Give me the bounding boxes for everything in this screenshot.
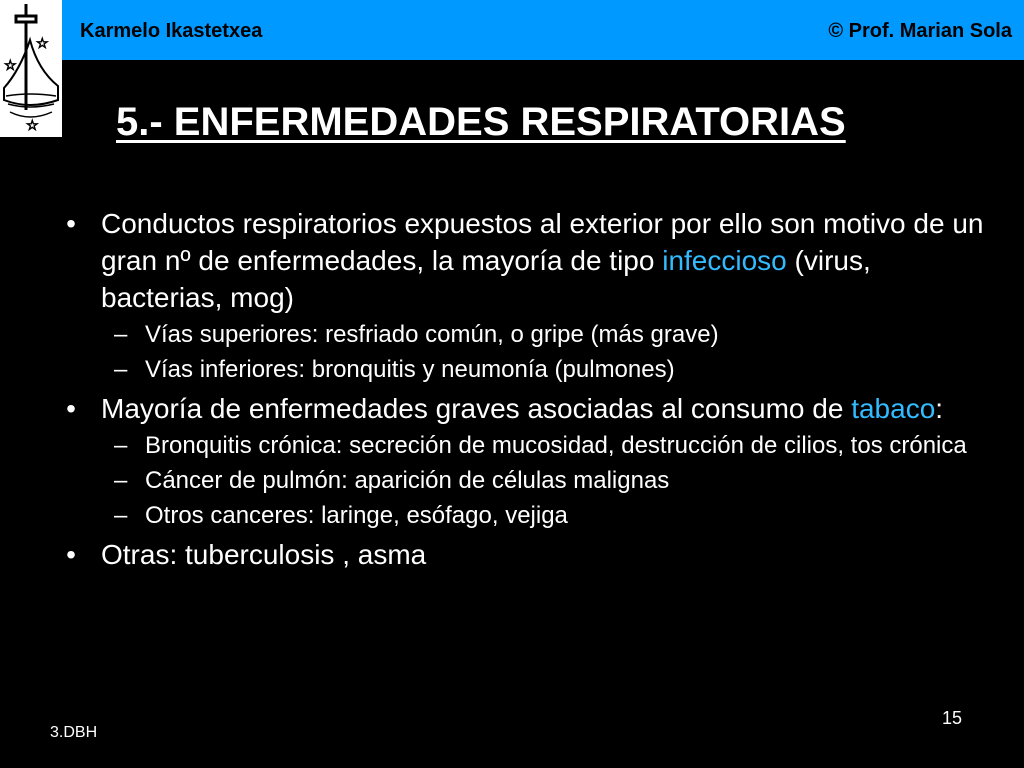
bullet-marker: • [66,539,76,570]
sub-bullet-text: Vías inferiores: bronquitis y neumonía (pulmones) [145,356,675,383]
sub-bullet-item [56,466,996,495]
sub-bullet-item [56,320,996,349]
sub-bullet-marker: – [114,502,128,529]
sub-bullet-marker: – [114,356,128,383]
svg-text:☆: ☆ [36,36,49,52]
author-credit: © Prof. Marian Sola [828,20,1012,42]
bullet-item [56,536,996,573]
svg-text:☆: ☆ [4,58,17,74]
bullet-marker: • [66,393,76,424]
bullet-text-tail: (virus, bacterias, mog) [101,245,871,313]
bullet-text-tail: : [935,393,944,424]
sub-bullet-item [56,431,996,460]
sub-bullet-text: Vías superiores: resfriado común, o gripe (más grave) [145,321,719,348]
header-bar [62,0,1024,60]
bullet-list [56,205,996,575]
bullet-item [56,390,996,427]
school-name: Karmelo Ikastetxea [80,20,263,42]
bullet-text: Mayoría de enfermedades graves asociadas al consumo de [101,393,852,424]
cross-stars-emblem-icon [0,0,62,137]
highlighted-term: infeccioso [662,245,787,276]
highlighted-term: tabaco [851,393,936,424]
sub-bullet-text: Bronquitis crónica: secreción de mucosidad, destrucción de cilios, tos crónica [145,432,967,459]
svg-text:☆: ☆ [26,118,39,134]
bullet-marker: • [66,208,76,239]
sub-bullet-marker: – [114,432,128,459]
bullet-text: Conductos respiratorios expuestos al exterior por ello son motivo de un gran nº de enfermedades, la mayoría de tipo [101,208,984,276]
school-logo [0,0,62,137]
bullet-text: Otras: tuberculosis , asma [101,539,427,570]
sub-bullet-item [56,355,996,384]
slide-title: 5.- ENFERMEDADES RESPIRATORIAS [116,100,846,144]
sub-bullet-text: Cáncer de pulmón: aparición de células malignas [145,467,670,494]
sub-bullet-marker: – [114,321,128,348]
sub-bullet-marker: – [114,467,128,494]
page-number: 15 [942,708,963,728]
sub-bullet-item [56,501,996,530]
bullet-item [56,205,996,316]
sub-bullet-text: Otros canceres: laringe, esófago, vejiga [145,502,568,529]
course-label: 3.DBH [50,724,98,741]
